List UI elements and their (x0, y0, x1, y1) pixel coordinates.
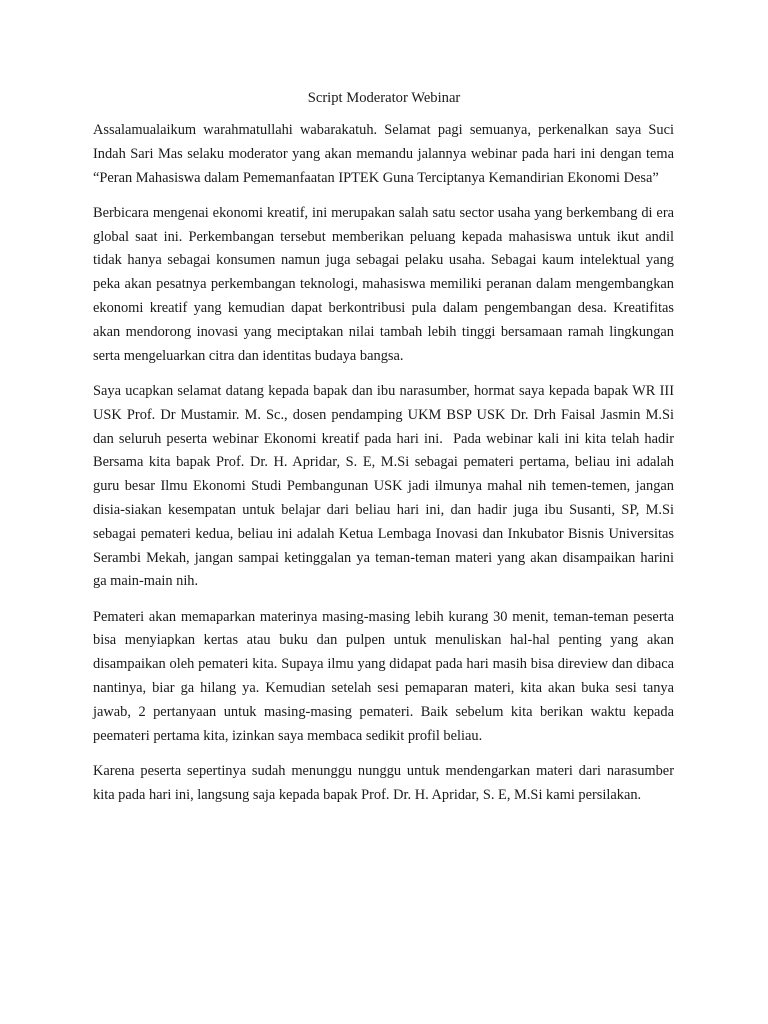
paragraph-greeting: Assalamualaikum warahmatullahi wabarakatuh. Selamat pagi semuanya, perkenalkan saya Suci Indah Sari Mas selaku moderator yang akan memandu jalannya webinar pada hari ini dengan tema “Peran Mahasiswa dalam Pememanfaatan IPTEK Guna Terciptanya Kemandirian Ekonomi Desa” (93, 122, 678, 186)
paragraph-welcome-speakers: Saya ucapkan selamat datang kepada bapak dan ibu narasumber, hormat saya kepada bapak WR III USK Prof. Dr Mustamir. M. Sc., dosen pendamping UKM BSP USK Dr. Drh Faisal Jasmin M.Si dan seluruh peserta webinar Ekonomi kreatif pada hari ini. Pada webinar kali ini kita telah hadir Bersama kita bapak Prof. Dr. H. Apridar, S. E, M.Si sebagai pemateri pertama, beliau ini adalah guru besar Ilmu Ekonomi Studi Pembangunan USK jadi ilmunya mahal nih temen-temen, jangan disia-siakan kesempatan untuk belajar dari beliau hari ini, dan hadir juga ibu Susanti, SP, M.Si sebagai pemateri kedua, beliau ini adalah Ketua Lembaga Inovasi dan Inkubator Bisnis Universitas Serambi Mekah, jangan sampai ketinggalan ya teman-teman materi yang akan disampaikan harini ga main-main nih. (93, 382, 678, 590)
document-title: Script Moderator Webinar (307, 90, 461, 106)
paragraph-creative-economy: Berbicara mengenai ekonomi kreatif, ini merupakan salah satu sector usaha yang berkembang di era global saat ini. Perkembangan tersebut memberikan peluang kepada mahasiswa untuk ikut andil tidak hanya sebagai konsumen namun juga sebagai pelaku usaha. Sebagai kaum intelektual yang peka akan pesatnya perkembangan teknologi, mahasiswa memiliki peranan dalam mengembangkan ekonomi kreatif yang kemudian dapat berkontribusi pula dalam pengembangan desa. Kreatifitas akan mendorong inovasi yang meciptakan nilai tambah lebih tinggi bersamaan ramah lingkungan serta mengeluarkan citra dan identitas budaya bangsa. (93, 204, 678, 364)
paragraph-session-rules: Pemateri akan memaparkan materinya masing-masing lebih kurang 30 menit, teman-teman peserta bisa menyiapkan kertas atau buku dan pulpen untuk menuliskan hal-hal penting yang akan disampaikan oleh pemateri kita. Supaya ilmu yang didapat pada hari masih bisa direview dan dibaca nantinya, biar ga hilang ya. Kemudian setelah sesi pemaparan materi, kita akan buka sesi tanya jawab, 2 pertanyaan untuk masing-masing pemateri. Baik sebelum kita berikan waktu kepada peemateri pertama kita, izinkan saya membaca sedikit profil beliau. (93, 608, 678, 744)
paragraph-invitation: Karena peserta sepertinya sudah menunggu nunggu untuk mendengarkan materi dari narasumber kita pada hari ini, langsung saja kepada bapak Prof. Dr. H. Apridar, S. E, M.Si kami persilakan. (93, 762, 678, 803)
document-body (93, 119, 678, 819)
